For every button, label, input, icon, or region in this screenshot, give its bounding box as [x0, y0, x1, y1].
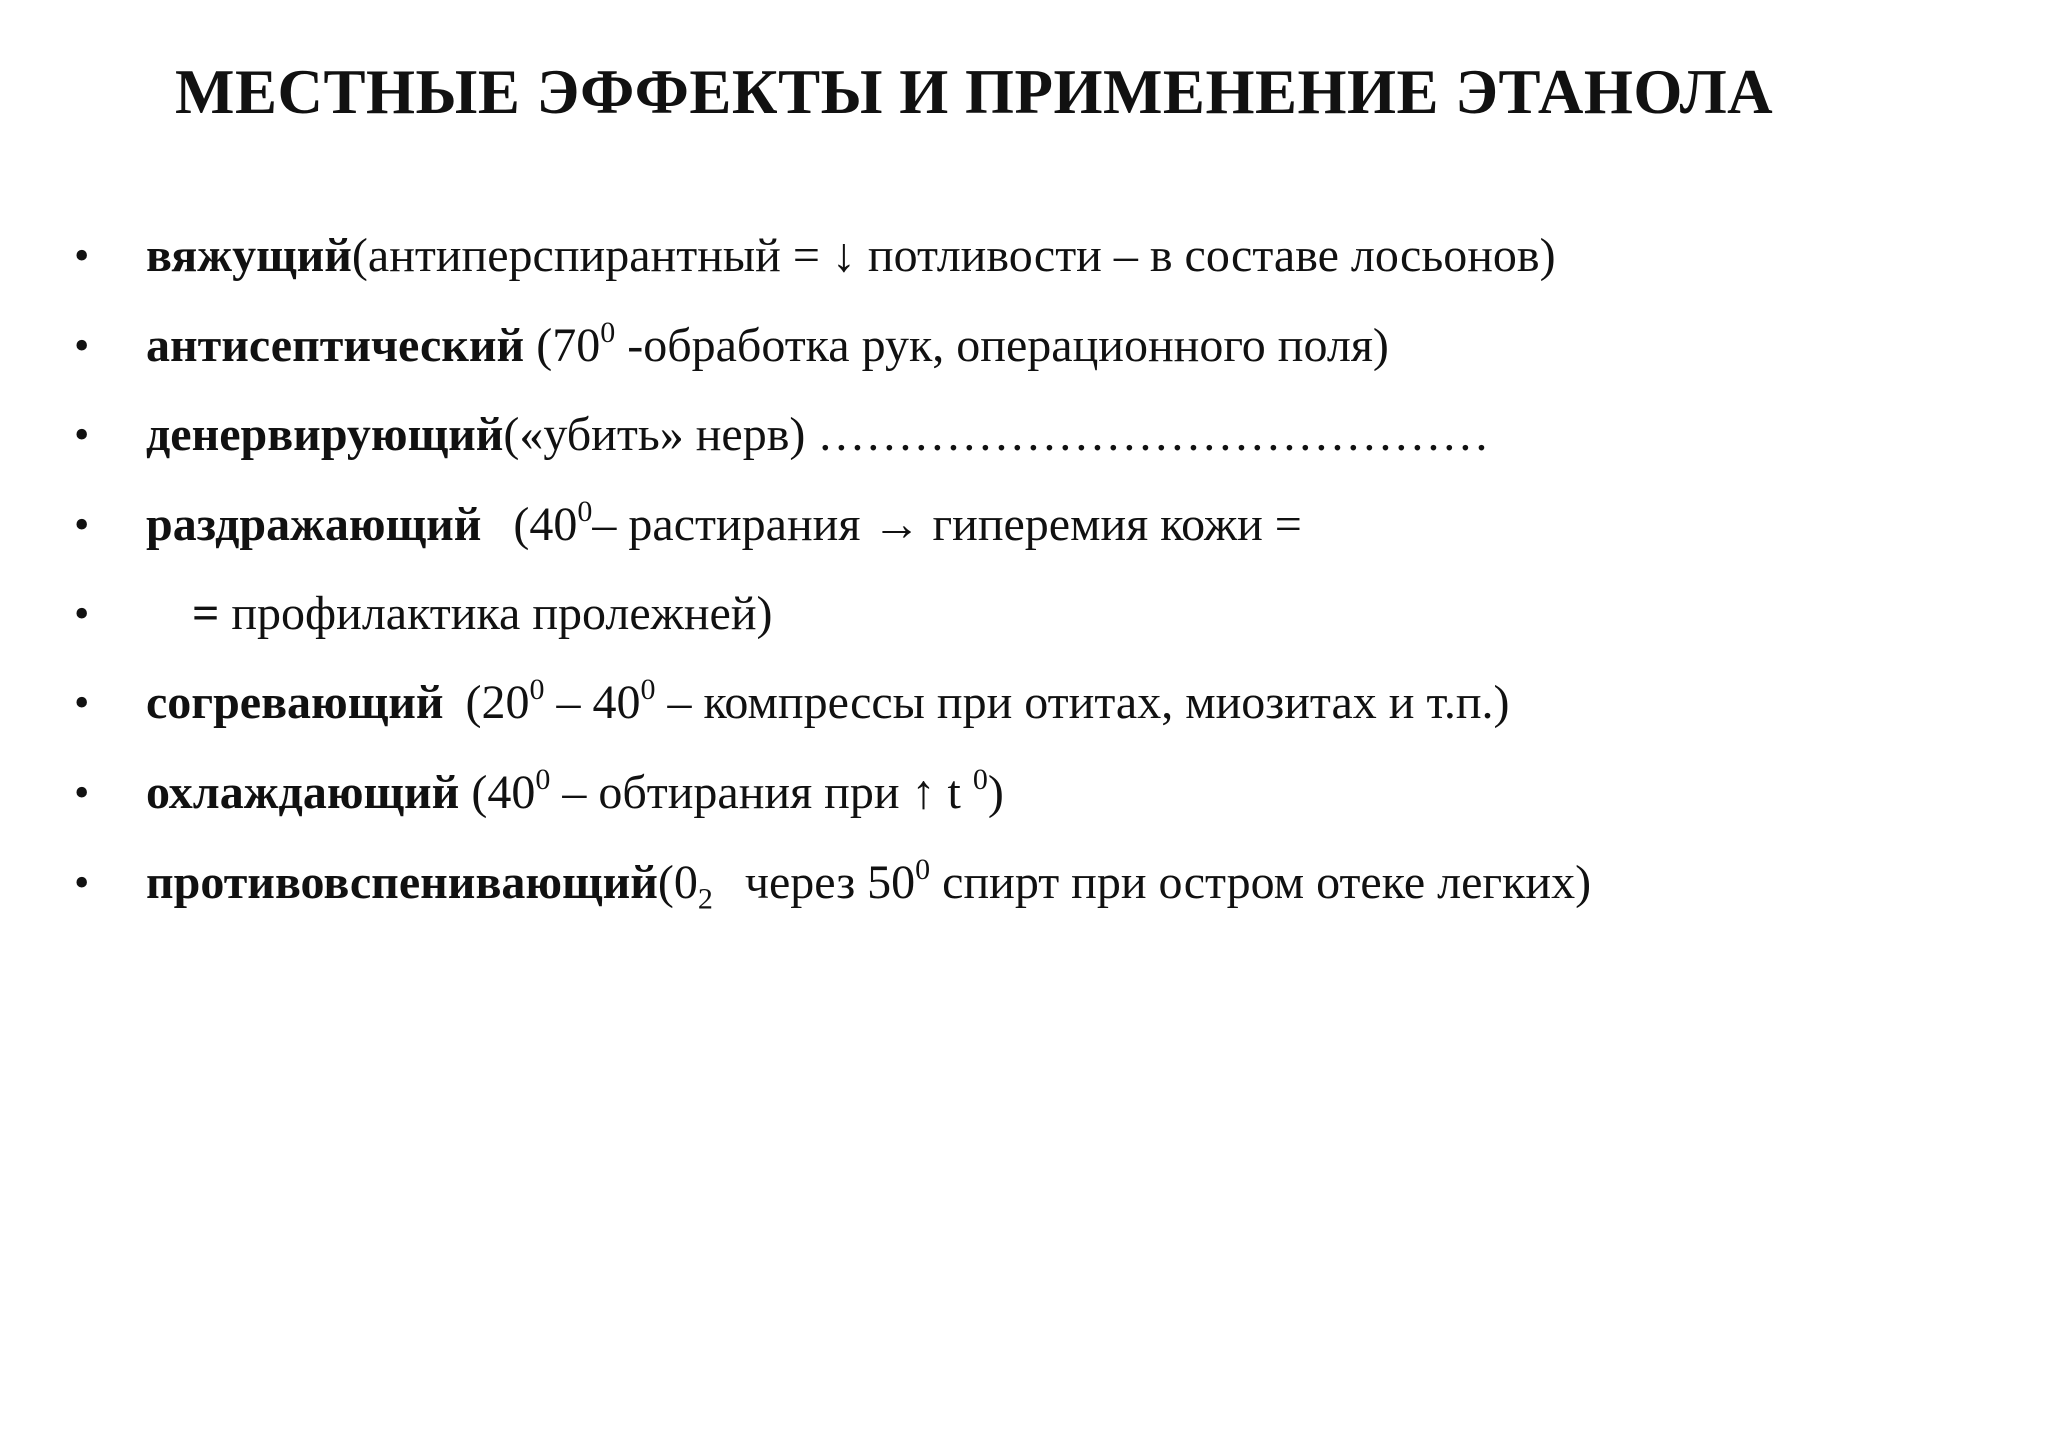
item-keyword: охлаждающий: [146, 766, 460, 819]
superscript: 0: [972, 763, 988, 796]
item-description-part: – растирания → гиперемия кожи =: [592, 498, 1302, 551]
item-keyword: денервирующий: [146, 408, 504, 461]
bullet: •: [74, 500, 90, 549]
superscript: 0: [600, 316, 616, 349]
item-keyword: противовспенивающий: [146, 856, 658, 909]
item-description-part: (40: [513, 498, 578, 551]
slide-title: МЕСТНЫЕ ЭФФЕКТЫ И ПРИМЕНЕНИЕ ЭТАНОЛА: [175, 57, 1774, 127]
item-text: [146, 758, 1004, 828]
item-text: [146, 221, 1556, 291]
item-description-part: -обработка рук, операционного поля): [615, 319, 1389, 372]
bullet: •: [74, 231, 90, 280]
item-text: [146, 848, 1591, 918]
item-text: [146, 311, 1389, 381]
item-description-part: спирт при остром отеке легких): [930, 856, 1592, 909]
item-keyword: раздражающий: [146, 498, 482, 551]
item-keyword: вяжущий: [146, 229, 352, 282]
bullet: •: [74, 858, 90, 907]
superscript: 0: [535, 763, 551, 796]
item-description-part: (0: [657, 856, 698, 909]
bullet: •: [74, 410, 90, 459]
superscript: 0: [640, 673, 656, 706]
bullet: •: [74, 678, 90, 727]
item-description: профилактика пролежней): [219, 587, 773, 640]
superscript: 0: [529, 673, 545, 706]
subscript: 2: [697, 882, 713, 916]
item-keyword: антисептический: [146, 319, 525, 372]
superscript: 0: [577, 495, 593, 528]
item-description: («убить» нерв) ……………………………………: [503, 408, 1490, 461]
item-description-part: (70: [524, 319, 601, 372]
item-description-part: (40: [459, 766, 536, 819]
item-description-part: ): [987, 766, 1004, 819]
item-description-part: – компрессы при отитах, миозитах и т.п.): [655, 676, 1510, 729]
item-description-part: через 50: [744, 856, 916, 909]
bullet: •: [74, 768, 90, 817]
item-keyword: согревающий: [146, 676, 444, 729]
item-text: [146, 400, 1489, 470]
superscript: 0: [915, 853, 931, 886]
item-text: [146, 490, 1302, 560]
item-sign: =: [192, 587, 220, 640]
item-description: (антиперспирантный = ↓ потливости – в составе лосьонов): [351, 229, 1556, 282]
item-text: [146, 579, 772, 649]
item-description-part: – обтирания при ↑ t: [550, 766, 973, 819]
item-text: [146, 668, 1510, 738]
item-description-part: – 40: [544, 676, 641, 729]
item-description-part: (20: [465, 676, 530, 729]
bullet: •: [74, 321, 90, 370]
bullet: •: [74, 589, 90, 638]
